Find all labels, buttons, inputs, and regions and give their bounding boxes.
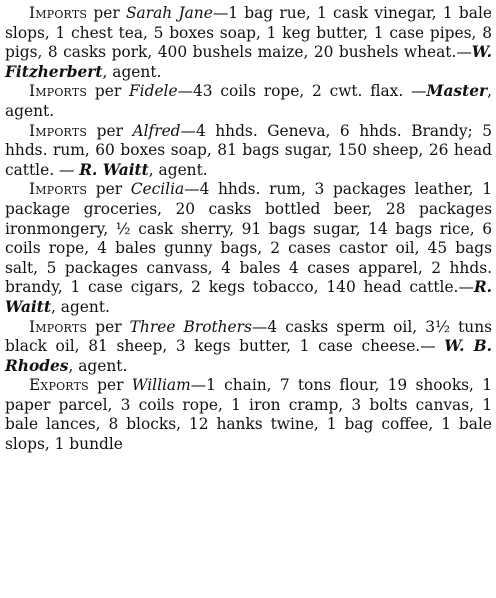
cargo-list: —4 hhds. rum, 3 packages leather, 1 package groceries, 20 casks bottled beer, 28 packages ironmongery, ½ cask sherry, 91 bags sugar, 14 bags rice, 6 coils rope, 4 bales gunny bags, 2 cases castor oil, 45 bags salt, 5 packages canvass, 4 bales 4 cases apparel, 2 hhds. brandy, 1 case cigars, 2 kegs tobacco, 140 head cattle.— — [5, 180, 492, 297]
agent-name: R. Waitt — [79, 160, 149, 179]
entry-heading: Imports — [29, 82, 88, 101]
entry-heading: Imports — [29, 180, 88, 199]
cargo-list: —43 coils rope, 2 cwt. flax. — — [177, 82, 427, 101]
agent-suffix: , agent. — [5, 82, 492, 120]
agent-suffix: , agent. — [68, 356, 128, 375]
agent-name: W. Fitzherbert — [5, 43, 492, 81]
agent-name: R. Waitt — [5, 278, 492, 316]
cargo-list: —1 chain, 7 tons flour, 19 shooks, 1 paper parcel, 3 coils rope, 1 iron cramp, 3 bolts canvas, 1 bale lances, 8 blocks, 12 hanks twine, 1 bag coffee, 1 bale slops, 1 bundle — [5, 376, 492, 454]
entry-per: per — [87, 4, 126, 22]
ship-name: Fidele — [129, 82, 178, 101]
entry-per: per — [87, 180, 131, 199]
import-entry-cecilia — [5, 180, 492, 317]
agent-name: W. B. Rhodes — [5, 337, 493, 375]
entry-heading: Exports — [29, 376, 89, 395]
ship-name: Sarah Jane — [126, 4, 213, 22]
import-entry-sarah-jane — [5, 4, 492, 82]
agent-suffix: , agent. — [102, 62, 162, 81]
ship-name: William — [131, 376, 191, 395]
shipping-news-column — [5, 4, 492, 455]
entry-per: per — [87, 317, 130, 336]
import-entry-three-brothers — [5, 318, 492, 377]
entry-heading: Imports — [29, 317, 88, 336]
ship-name: Cecilia — [130, 180, 185, 199]
entry-per: per — [87, 82, 129, 101]
agent-suffix: , agent. — [50, 297, 110, 316]
cargo-list: —1 bag rue, 1 cask vinegar, 1 bale slops, 1 chest tea, 5 boxes soap, 1 keg butter, 1 case pipes, 8 pigs, 8 casks pork, 400 bushels maize, 20 bushels wheat.— — [5, 4, 492, 62]
entry-per: per — [88, 376, 132, 395]
entry-heading: Imports — [29, 121, 88, 140]
ship-name: Alfred — [132, 121, 181, 140]
cargo-list: —4 casks sperm oil, 3½ tuns black oil, 81 sheep, 3 kegs butter, 1 case cheese.— — [5, 317, 493, 356]
agent-suffix: , agent. — [148, 160, 208, 179]
import-entry-fidele — [5, 82, 492, 121]
ship-name: Three Brothers — [129, 317, 252, 336]
import-entry-alfred — [5, 122, 492, 181]
entry-per: per — [87, 121, 133, 140]
export-entry-william — [5, 376, 492, 454]
cargo-list: —4 hhds. Geneva, 6 hhds. Brandy; 5 hhds. rum, 60 boxes soap, 81 bags sugar, 150 sheep, 26 head cattle. — — [5, 121, 493, 179]
entry-heading: Imports — [29, 4, 88, 22]
agent-name: Master — [426, 82, 488, 101]
